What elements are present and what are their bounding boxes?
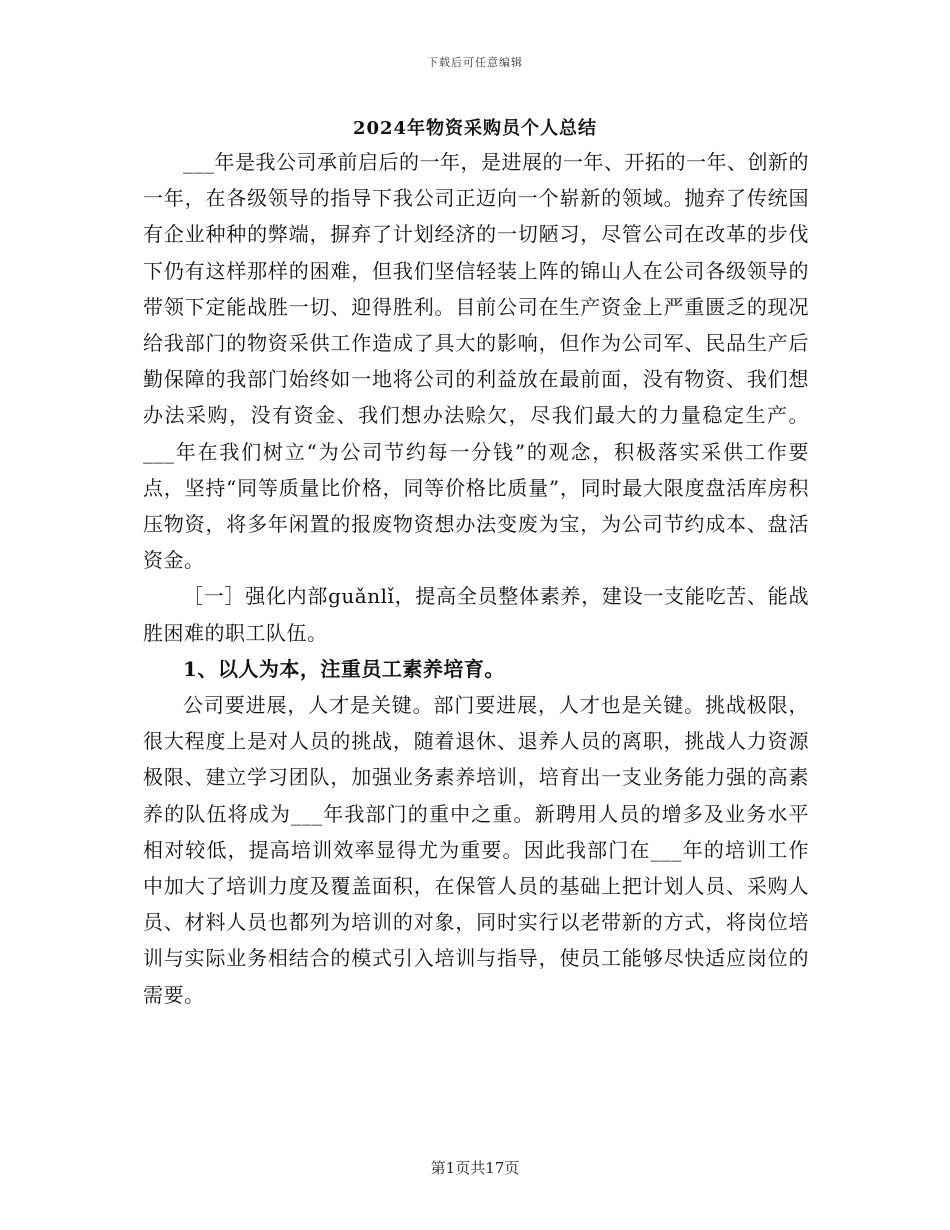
paragraph-training: 公司要进展，人才是关键。部门要进展，人才也是关键。挑战极限，很大程度上是对人员的挑战，随着退休、退养人员的离职，挑战人力资源极限、建立学习团队，加强业务素养培训，培育出一支业务能力强的高素养的队伍将成为___年我部门的重中之重。新聘用人员的增多及业务水平相对较低，提高培训效率显得尤为重要。因此我部门在___年的培训工作中加大了培训力度及覆盖面积，在保管人员的基础上把计划人员、采购人员、材料人员也都列为培训的对象，同时实行以老带新的方式，将岗位培训与实际业务相结合的模式引入培训与指导，使员工能够尽快适应岗位的需要。 [143,693,809,1007]
page-number: 第1页共17页 [430,1159,520,1177]
page-title: 2024年物资采购员个人总结 [352,118,598,139]
page-header: 下载后可任意编辑 [427,56,523,69]
paragraph-section-heading: ［一］强化内部guǎnlǐ，提高全员整体素养，建设一支能吃苦、能战胜困难的职工队伍。 [143,584,809,645]
document-body [143,144,809,1013]
paragraph-intro: ___年是我公司承前启后的一年，是进展的一年、开拓的一年、创新的一年，在各级领导的指导下我公司正迈向一个崭新的领域。抛弃了传统国有企业种种的弊端，摒弃了计划经济的一切陋习，尽管公司在改革的步伐下仍有这样那样的困难，但我们坚信轻装上阵的锦山人在公司各级领导的带领下定能战胜一切、迎得胜利。目前公司在生产资金上严重匮乏的现况给我部门的物资采供工作造成了具大的影响，但作为公司军、民品生产后勤保障的我部门始终如一地将公司的利益放在最前面，没有物资、我们想办法采购，没有资金、我们想办法赊欠，尽我们最大的力量稳定生产。___年在我们树立“为公司节约每一分钱”的观念，积极落实采供工作要点，坚持“同等质量比价格，同等价格比质量”，同时最大限度盘活库房积压物资，将多年闲置的报废物资想办法变废为宝，为公司节约成本、盘活资金。 [143,150,809,573]
paragraph-subheading: 1、以人为本，注重员工素养培育。 [183,656,505,681]
